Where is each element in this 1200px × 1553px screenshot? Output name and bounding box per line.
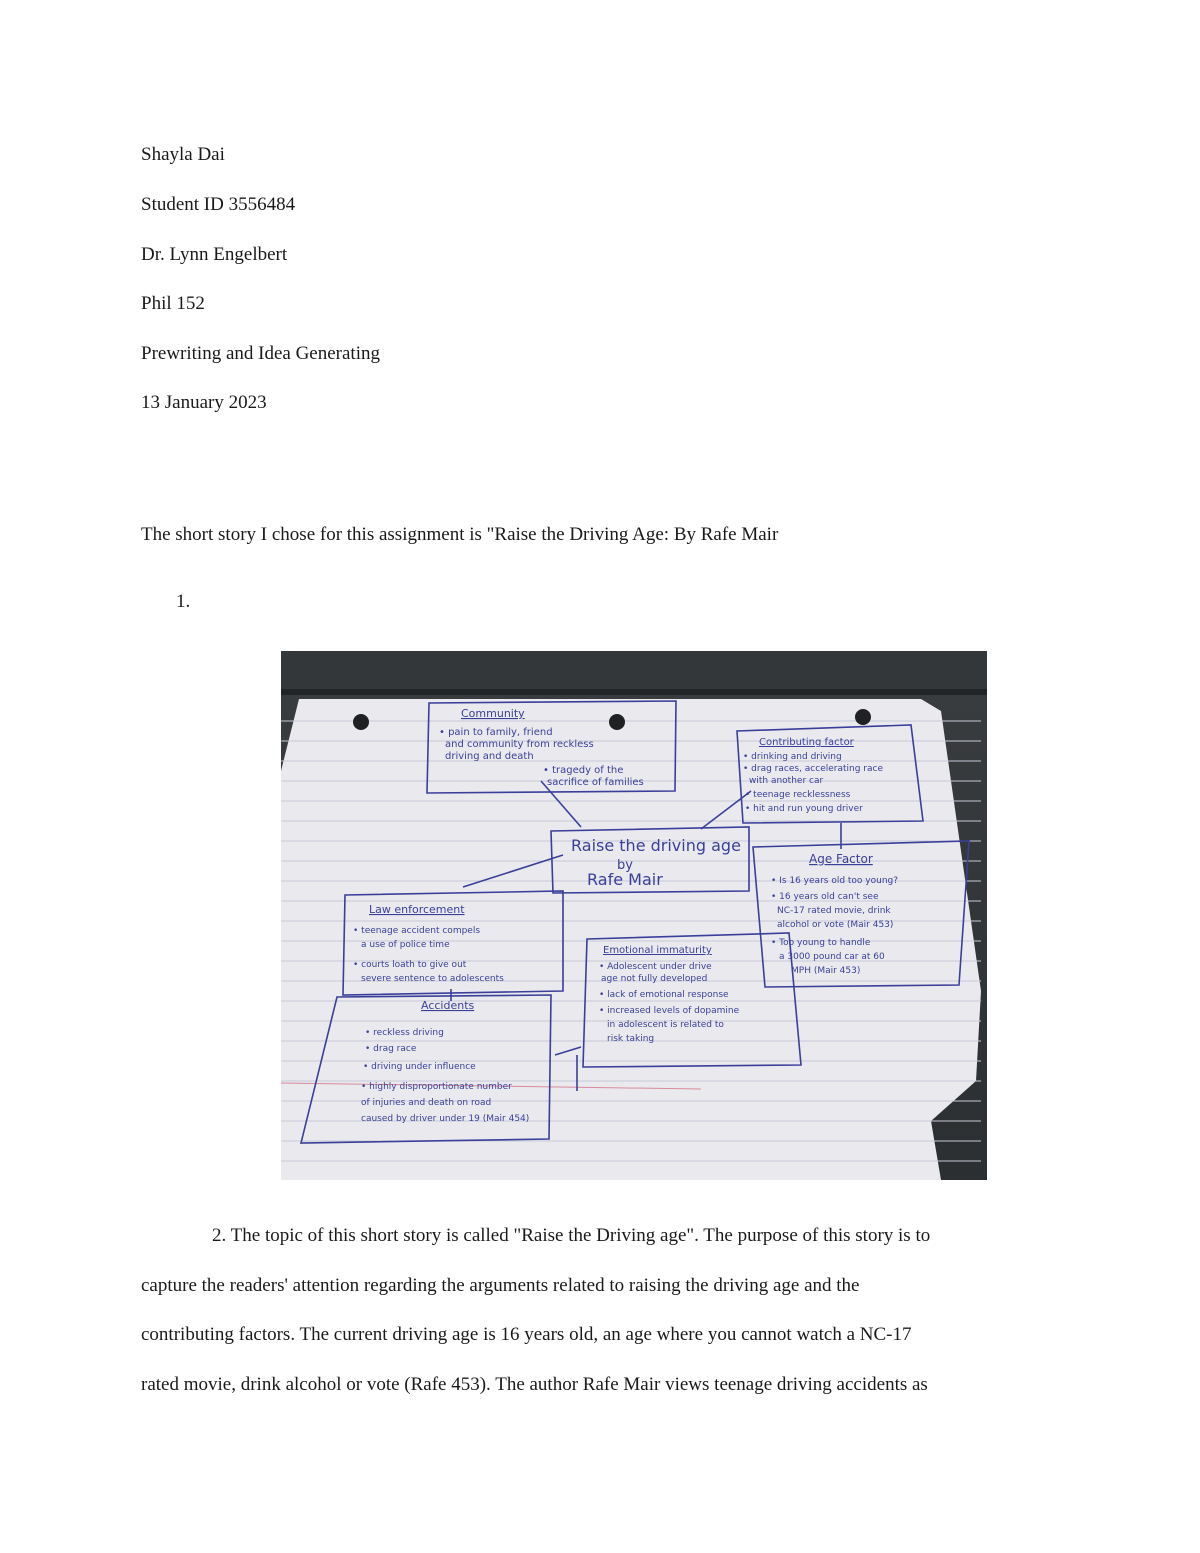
emotional-title: Emotional immaturity [603,945,712,956]
header-student-id: Student ID 3556484 [141,194,296,215]
law-line: • courts loath to give out [353,960,467,970]
contributing-line: • drag races, accelerating race [743,764,883,774]
law-line: severe sentence to adolescents [361,974,504,984]
contributing-title: Contributing factor [759,737,854,748]
age-line: a 3000 pound car at 60 [779,952,885,962]
age-line: NC-17 rated movie, drink [777,906,891,916]
center-line-3: Rafe Mair [587,870,663,889]
age-line: • Too young to handle [771,938,871,948]
intro-sentence: The short story I chose for this assignment is "Raise the Driving Age: By Rafe Mair [141,524,779,545]
community-line: • pain to family, friend [439,727,553,738]
accidents-line: • driving under influence [363,1062,476,1072]
contributing-line: with another car [749,776,824,786]
cluster-diagram-photo [281,651,987,1180]
header-name: Shayla Dai [141,144,225,165]
header-date: 13 January 2023 [141,392,267,413]
contributing-line: • drinking and driving [743,752,842,762]
center-line-2: by [617,858,633,873]
age-title: Age Factor [809,852,873,866]
accidents-line: • highly disproportionate number [361,1082,512,1092]
law-title: Law enforcement [369,903,465,916]
age-line: MPH (Mair 453) [791,966,861,976]
emotional-line: risk taking [607,1034,655,1044]
community-line: driving and death [445,751,534,762]
contributing-line: • teenage recklessness [745,790,851,800]
emotional-line: age not fully developed [601,974,708,984]
accidents-title: Accidents [421,999,475,1012]
header-instructor: Dr. Lynn Engelbert [141,244,288,265]
emotional-line: • increased levels of dopamine [599,1006,740,1016]
header-assignment: Prewriting and Idea Generating [141,343,380,364]
age-line: • Is 16 years old too young? [771,876,899,886]
emotional-line: • Adolescent under drive [599,962,712,972]
community-title: Community [461,707,525,720]
paragraph-line: 2. The topic of this short story is called "Raise the Driving age". The purpose of this story is to [212,1225,931,1246]
community-line: • tragedy of the [543,765,624,776]
law-line: a use of police time [361,940,450,950]
accidents-line: caused by driver under 19 (Mair 454) [361,1114,530,1124]
emotional-line: • lack of emotional response [599,990,729,1000]
accidents-line: of injuries and death on road [361,1098,492,1108]
paragraph-line: contributing factors. The current driving age is 16 years old, an age where you cannot watch a NC-17 [141,1324,912,1345]
accidents-line: • reckless driving [365,1028,444,1038]
list-number-1: 1. [176,591,191,612]
center-line-1: Raise the driving age [571,836,741,855]
paragraph-line: capture the readers' attention regarding the arguments related to raising the driving age and the [141,1275,860,1296]
emotional-line: in adolescent is related to [607,1020,724,1030]
age-line: • 16 years old can't see [771,892,879,902]
header-course: Phil 152 [141,293,205,314]
paragraph-line: rated movie, drink alcohol or vote (Rafe 453). The author Rafe Mair views teenage driving accidents as [141,1374,928,1395]
law-line: • teenage accident compels [353,926,481,936]
accidents-line: • drag race [365,1044,417,1054]
age-line: alcohol or vote (Mair 453) [777,920,894,930]
contributing-line: • hit and run young driver [745,804,863,814]
community-line: sacrifice of families [547,777,644,788]
community-line: and community from reckless [445,739,594,750]
